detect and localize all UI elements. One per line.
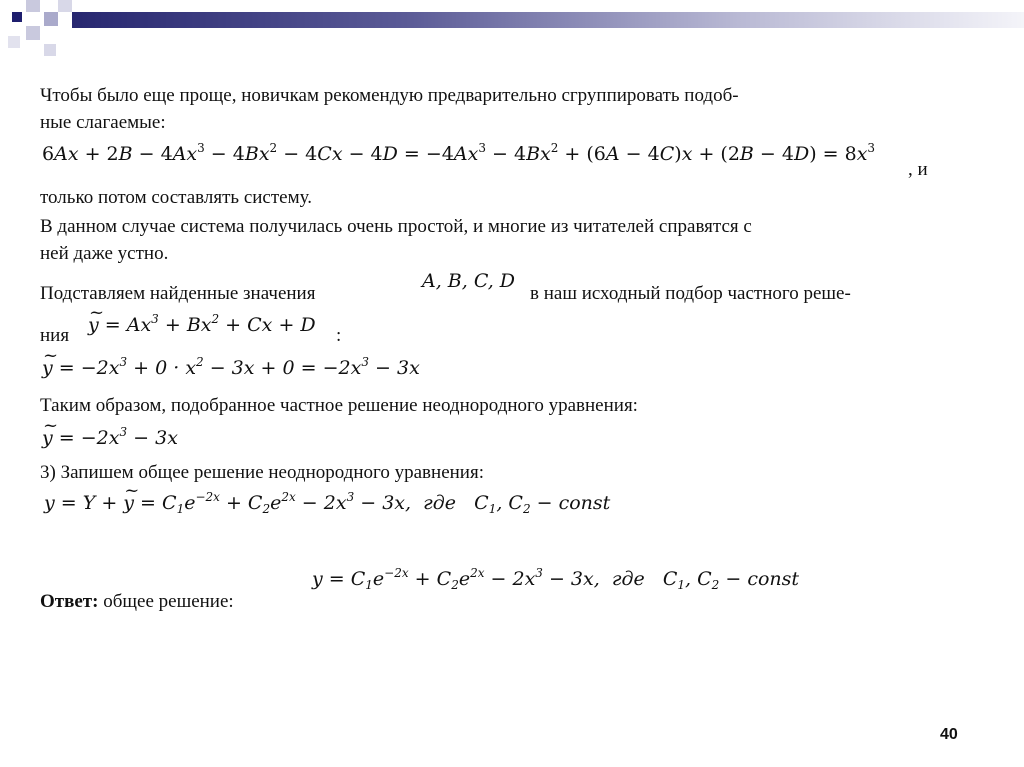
text-line: только потом составлять систему. (40, 187, 312, 208)
text-line: ные слагаемые: (40, 112, 166, 133)
page-number: 40 (940, 726, 958, 743)
where-word: где (611, 568, 645, 590)
decor-square (12, 12, 22, 22)
slide-content (40, 0, 1020, 767)
formula-substituted: ~ $y = -2x^3 + 0 \cdot x^2 - 3x + 0 = -2x^3 - 3x$ (42, 355, 420, 381)
text-line: Подставляем найденные значения (40, 283, 316, 304)
answer-line (40, 590, 234, 614)
answer-label: Ответ: (40, 591, 99, 612)
text-line: В данном случае система получилась очень простой, и многие из читателей справятся с (40, 216, 752, 237)
text-line: Чтобы было еще проще, новичкам рекомендую предварительно сгруппировать подоб- (40, 85, 739, 106)
decor-square (26, 26, 40, 40)
decor-square (26, 0, 40, 12)
formula-general-solution: y = Y + ~ $y = C_1e^{-2x} + C_2e^{2x} - 2x^3 - 3x$, где $C_1$, $C_2$ − const (44, 490, 610, 516)
formula-particular-form: ~ $y = Ax^3 + Bx^2 + Cx + D$ (88, 312, 316, 338)
text-line: ния (40, 325, 70, 346)
formula-abcd: A, B, C, D (422, 270, 516, 292)
formula-answer: $y = C_1e^{-2x} + C_2e^{2x} - 2x^3 - 3x$, где $C_1$, $C_2$ − const (312, 566, 800, 592)
text-line: 3) Запишем общее решение неоднородного уравнения: (40, 462, 484, 483)
decor-square (8, 36, 20, 48)
formula-particular-solution: ~ $y = -2x^3 - 3x$ (42, 425, 178, 451)
text-line: в наш исходный подбор частного реше- (530, 283, 851, 304)
text-line: Таким образом, подобранное частное решение неоднородного уравнения: (40, 395, 638, 416)
const-word: const (558, 492, 611, 514)
text-fragment: , и (908, 159, 928, 180)
text-line: ней даже устно. (40, 243, 169, 264)
formula-grouped-terms: $6Ax + 2B - 4Ax^3 - 4Bx^2 - 4Cx - 4D = -4Ax^3 - 4Bx^2 + (6A - 4C)x + (2B - 4D) = 8x^3$ (42, 141, 876, 165)
text-fragment: : (336, 325, 342, 346)
answer-text: общее решение: (98, 591, 234, 612)
const-word: const (747, 568, 800, 590)
where-word: где (423, 492, 457, 514)
